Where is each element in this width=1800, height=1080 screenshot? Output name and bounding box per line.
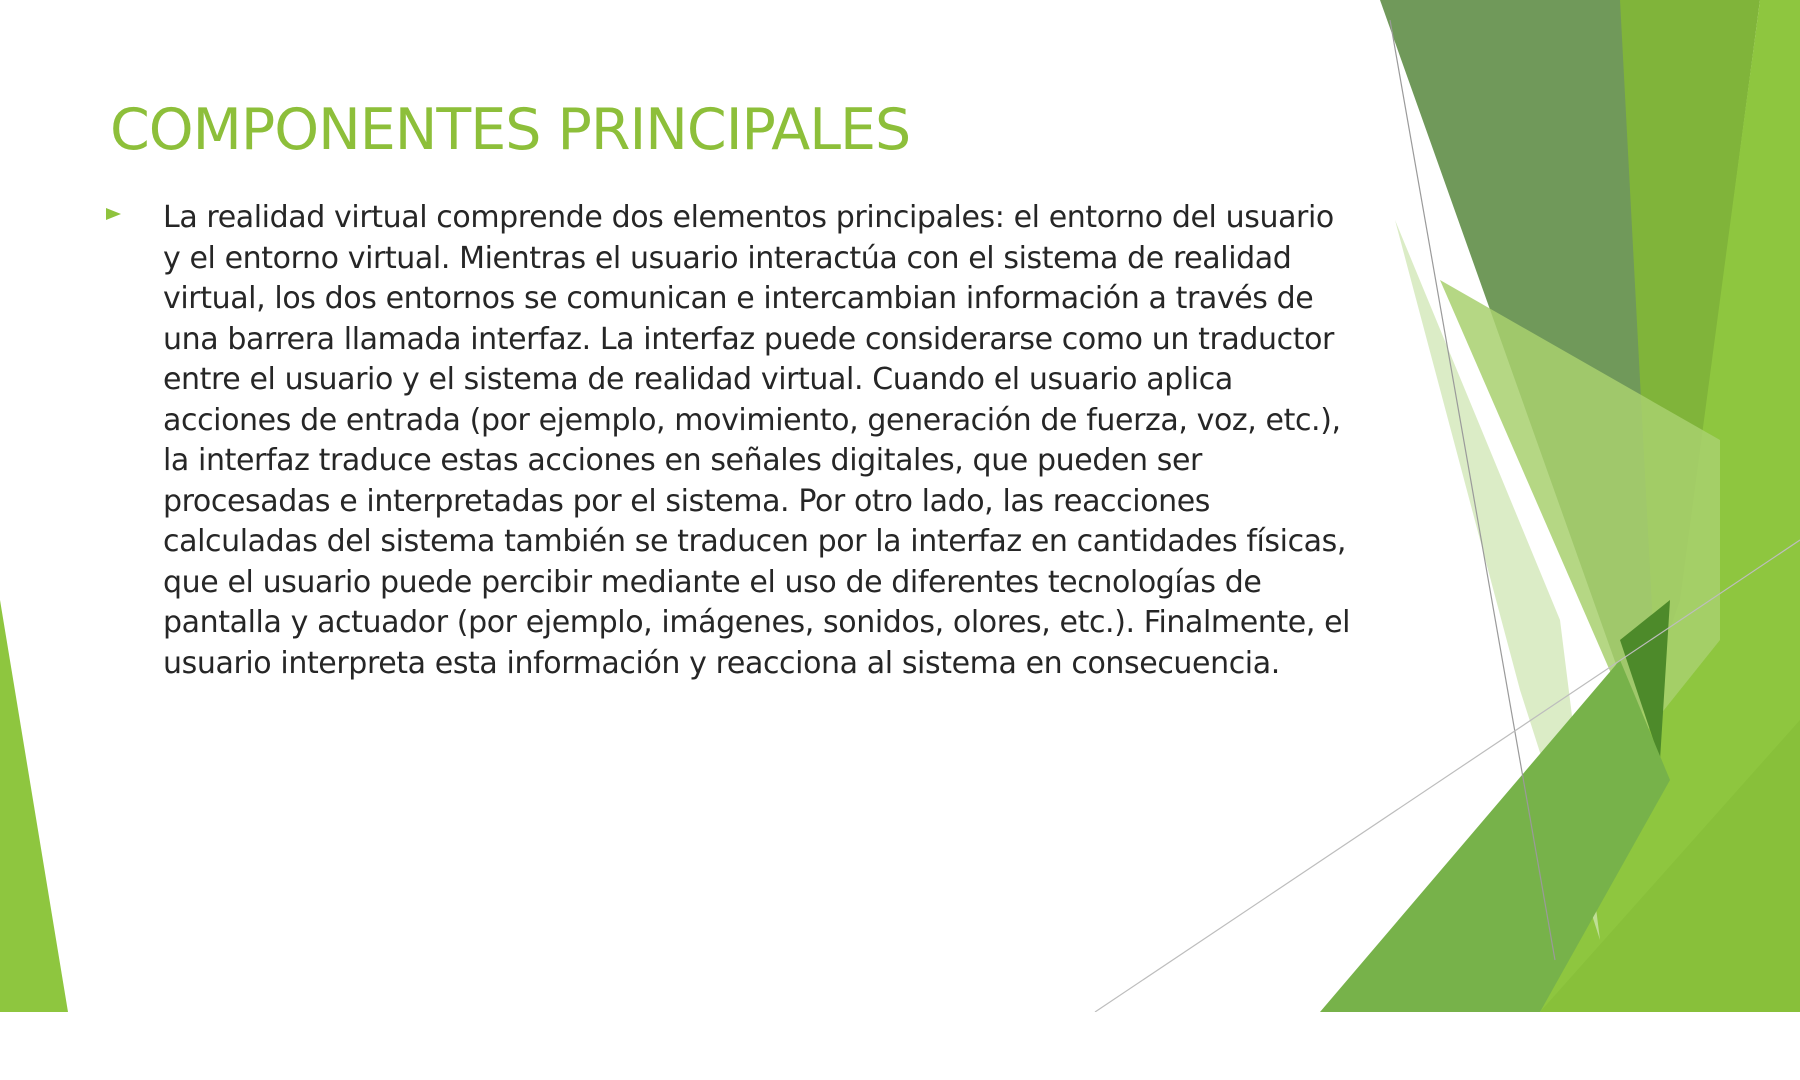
slide-body-paragraph: La realidad virtual comprende dos elementos principales: el entorno del usuario y el entorno virtual. Mientras el usuario interactúa con el sistema de realidad virtual, los dos entornos se comunican e intercambian información a través de una barrera llamada interfaz. La interfaz puede considerarse como un traductor entre el usuario y el sistema de realidad virtual. Cuando el usuario aplica acciones de entrada (por ejemplo, movimiento, generación de fuerza, voz, etc.), la interfaz traduce estas acciones en señales digitales, que pueden ser procesadas e interpretadas por el sistema. Por otro lado, las reacciones calculadas del sistema también se traducen por la interfaz en cantidades físicas, que el usuario puede percibir mediante el uso de diferentes tecnologías de pantalla y actuador (por ejemplo, imágenes, sonidos, olores, etc.). Finalmente, el usuario interpreta esta información y reacciona al sistema en consecuencia.	[163, 200, 1351, 681]
left-green-facet	[0, 600, 68, 1012]
triangle-bullet-icon	[106, 208, 121, 220]
background-below-slide	[0, 1012, 1800, 1080]
slide-title: COMPONENTES PRINCIPALES	[110, 97, 911, 163]
